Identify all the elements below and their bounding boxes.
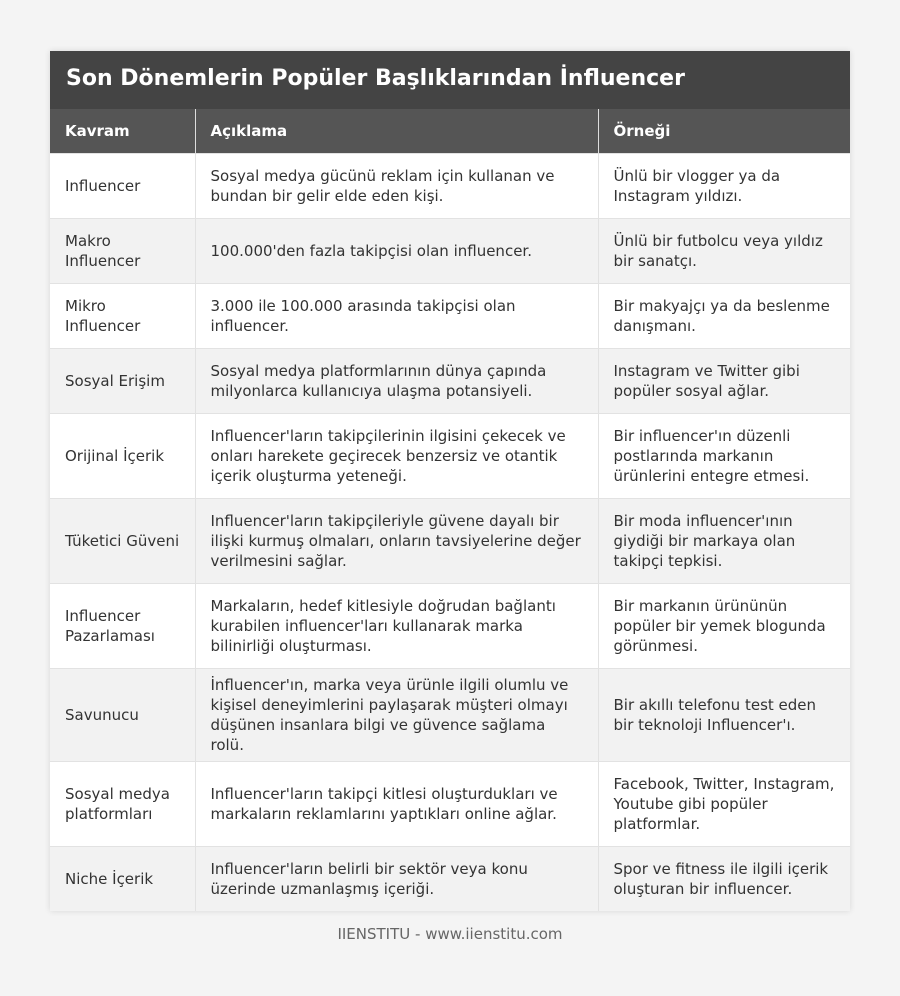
cell-kavram: Makro Influencer	[50, 218, 195, 283]
cell-kavram: Orijinal İçerik	[50, 413, 195, 498]
cell-aciklama: Sosyal medya gücünü reklam için kullanan ve bundan bir gelir elde eden kişi.	[195, 153, 598, 218]
cell-aciklama: Influencer'ların takipçileriyle güvene dayalı bir ilişki kurmuş olmaları, onların tavsiyelerine değer verilmesini sağlar.	[195, 498, 598, 583]
table-row	[50, 218, 850, 283]
table-row	[50, 283, 850, 348]
cell-kavram: Sosyal Erişim	[50, 348, 195, 413]
cell-kavram: Sosyal medya platformları	[50, 761, 195, 846]
content-card	[50, 51, 850, 911]
table-row	[50, 498, 850, 583]
concept-table	[50, 109, 850, 911]
table-row	[50, 348, 850, 413]
cell-ornegi: Bir influencer'ın düzenli postlarında markanın ürünlerini entegre etmesi.	[598, 413, 850, 498]
header-ornegi: Örneği	[598, 109, 850, 153]
cell-aciklama: Influencer'ların belirli bir sektör veya konu üzerinde uzmanlaşmış içeriği.	[195, 846, 598, 911]
cell-kavram: Influencer	[50, 153, 195, 218]
cell-ornegi: Spor ve fitness ile ilgili içerik oluşturan bir influencer.	[598, 846, 850, 911]
cell-kavram: Savunucu	[50, 668, 195, 761]
table-header-row	[50, 109, 850, 153]
cell-kavram: Tüketici Güveni	[50, 498, 195, 583]
cell-aciklama: İnfluencer'ın, marka veya ürünle ilgili olumlu ve kişisel deneyimlerini paylaşarak müşteri olmayı düşünen insanlara bilgi ve güvence sağlama rolü.	[195, 668, 598, 761]
page-title: Son Dönemlerin Popüler Başlıklarından İnfluencer	[50, 51, 850, 109]
cell-ornegi: Bir moda influencer'ının giydiği bir markaya olan takipçi tepkisi.	[598, 498, 850, 583]
cell-ornegi: Ünlü bir futbolcu veya yıldız bir sanatçı.	[598, 218, 850, 283]
cell-aciklama: Sosyal medya platformlarının dünya çapında milyonlarca kullanıcıya ulaşma potansiyeli.	[195, 348, 598, 413]
cell-aciklama: Influencer'ların takipçi kitlesi oluşturdukları ve markaların reklamlarını yaptıkları online ağlar.	[195, 761, 598, 846]
table-row	[50, 668, 850, 761]
cell-ornegi: Facebook, Twitter, Instagram, Youtube gibi popüler platformlar.	[598, 761, 850, 846]
cell-aciklama: 100.000'den fazla takipçisi olan influencer.	[195, 218, 598, 283]
cell-kavram: Mikro Influencer	[50, 283, 195, 348]
table-row	[50, 761, 850, 846]
table-row	[50, 846, 850, 911]
cell-ornegi: Instagram ve Twitter gibi popüler sosyal ağlar.	[598, 348, 850, 413]
table-row	[50, 583, 850, 668]
table-row	[50, 413, 850, 498]
header-kavram: Kavram	[50, 109, 195, 153]
cell-kavram: Influencer Pazarlaması	[50, 583, 195, 668]
table-row	[50, 153, 850, 218]
cell-aciklama: Influencer'ların takipçilerinin ilgisini çekecek ve onları harekete geçirecek benzersiz ve otantik içerik oluşturma yeteneği.	[195, 413, 598, 498]
cell-aciklama: Markaların, hedef kitlesiyle doğrudan bağlantı kurabilen influencer'ları kullanarak marka bilinirliği oluşturması.	[195, 583, 598, 668]
cell-ornegi: Ünlü bir vlogger ya da Instagram yıldızı.	[598, 153, 850, 218]
cell-kavram: Niche İçerik	[50, 846, 195, 911]
header-aciklama: Açıklama	[195, 109, 598, 153]
cell-ornegi: Bir akıllı telefonu test eden bir teknoloji Influencer'ı.	[598, 668, 850, 761]
cell-aciklama: 3.000 ile 100.000 arasında takipçisi olan influencer.	[195, 283, 598, 348]
footer-credit: IIENSTITU - www.iienstitu.com	[337, 925, 563, 943]
cell-ornegi: Bir markanın ürününün popüler bir yemek blogunda görünmesi.	[598, 583, 850, 668]
cell-ornegi: Bir makyajçı ya da beslenme danışmanı.	[598, 283, 850, 348]
